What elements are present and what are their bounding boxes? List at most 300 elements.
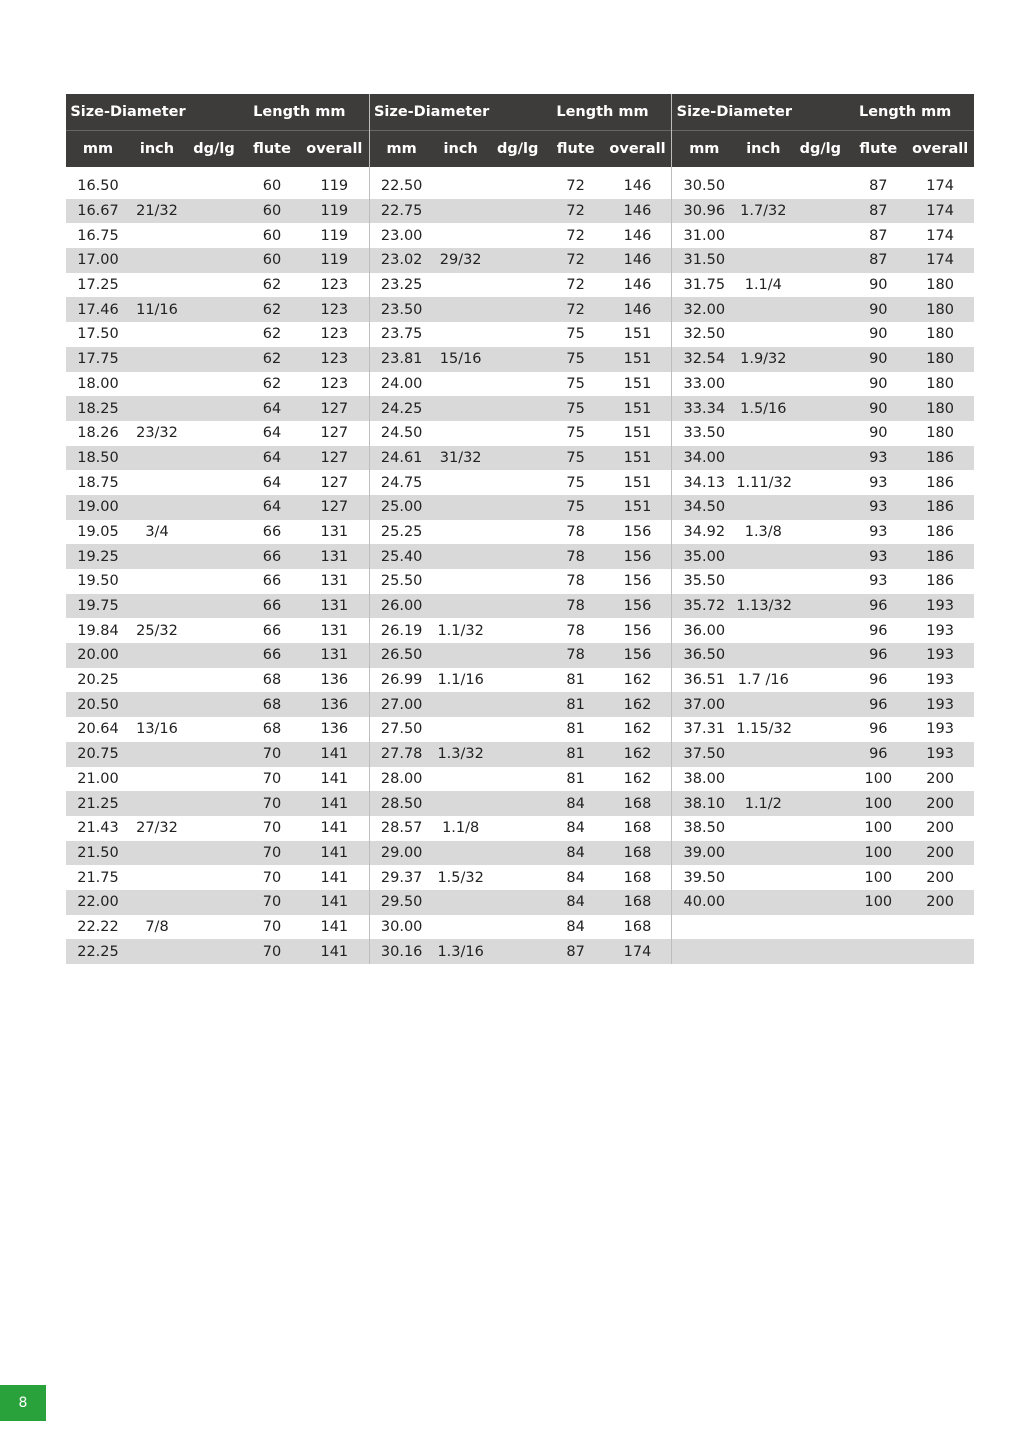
- table-row: [370, 174, 672, 199]
- cell-overall: 162: [623, 696, 652, 713]
- page-number-badge: 8: [0, 1385, 46, 1421]
- cell-overall: 146: [623, 301, 652, 318]
- cell-mm: 18.75: [77, 474, 119, 491]
- cell-mm: 29.00: [380, 844, 423, 861]
- cell-mm: 27.78: [380, 746, 423, 763]
- cell-flute: 70: [262, 943, 282, 960]
- cell-mm: 38.00: [683, 770, 726, 787]
- cell-mm: 23.00: [380, 227, 423, 244]
- cell-overall: 141: [320, 820, 349, 837]
- table-row: [66, 520, 369, 545]
- cell-overall: 180: [926, 425, 954, 442]
- cell-mm: 18.25: [77, 400, 119, 417]
- cell-overall: 180: [926, 400, 954, 417]
- cell-overall: 168: [623, 795, 652, 812]
- drill-size-table: [66, 94, 974, 964]
- table-row: [370, 495, 672, 520]
- cell-inch: 21/32: [136, 203, 178, 220]
- table-row: [370, 915, 672, 940]
- cell-flute: 96: [869, 598, 888, 615]
- cell-overall: 156: [623, 598, 652, 615]
- cell-mm: 21.00: [77, 770, 119, 787]
- cell-mm: 37.00: [683, 696, 726, 713]
- cell-inch: 25/32: [136, 622, 178, 639]
- cell-flute: 64: [262, 400, 282, 417]
- cell-mm: 25.50: [380, 573, 423, 590]
- cell-inch: 1.7 /16: [737, 672, 789, 689]
- cell-flute: 87: [869, 252, 888, 269]
- cell-overall: 151: [623, 499, 652, 516]
- cell-overall: 200: [926, 894, 954, 911]
- cell-mm: 21.25: [77, 795, 119, 812]
- cell-flute: 62: [262, 277, 282, 294]
- cell-overall: 131: [320, 523, 349, 540]
- cell-overall: 162: [623, 746, 652, 763]
- table-row: [370, 248, 672, 273]
- table-row: [370, 297, 672, 322]
- table-row: [370, 569, 672, 594]
- cell-flute: 60: [262, 227, 282, 244]
- cell-mm: 26.19: [380, 622, 423, 639]
- header-mm: mm: [689, 141, 720, 157]
- table-row: [672, 297, 974, 322]
- cell-flute: 100: [864, 770, 893, 787]
- cell-mm: 34.00: [683, 449, 726, 466]
- cell-flute: 78: [566, 598, 585, 615]
- cell-mm: 22.00: [77, 894, 119, 911]
- cell-mm: 17.50: [77, 326, 119, 343]
- table-row: [66, 372, 369, 397]
- cell-flute: 72: [566, 178, 585, 195]
- cell-mm: 30.16: [380, 943, 423, 960]
- cell-mm: 23.50: [380, 301, 423, 318]
- cell-flute: 100: [864, 844, 893, 861]
- cell-overall: 200: [926, 795, 954, 812]
- cell-inch: 1.1/32: [437, 622, 484, 639]
- table-row: [672, 421, 974, 446]
- cell-overall: 127: [320, 449, 349, 466]
- cell-overall: 146: [623, 227, 652, 244]
- cell-overall: 123: [320, 375, 349, 392]
- cell-overall: 136: [320, 696, 349, 713]
- cell-overall: 151: [623, 375, 652, 392]
- table-row: [66, 347, 369, 372]
- cell-mm: 34.50: [683, 499, 726, 516]
- cell-mm: 22.22: [77, 918, 119, 935]
- cell-mm: 28.00: [380, 770, 423, 787]
- cell-mm: 19.75: [77, 598, 119, 615]
- cell-flute: 62: [262, 351, 282, 368]
- cell-inch: 1.1/2: [744, 795, 782, 812]
- cell-flute: 60: [262, 203, 282, 220]
- table-row: [672, 347, 974, 372]
- cell-overall: 186: [926, 474, 954, 491]
- cell-mm: 30.96: [683, 203, 726, 220]
- header-row-1: [672, 94, 974, 130]
- cell-mm: 32.54: [683, 351, 726, 368]
- header-size-diameter: Size-Diameter: [70, 104, 186, 120]
- header-row-2: [370, 130, 672, 167]
- cell-flute: 78: [566, 573, 585, 590]
- cell-flute: 70: [262, 894, 282, 911]
- table-row: [672, 717, 974, 742]
- header-inch: inch: [443, 141, 478, 157]
- table-row: [672, 939, 974, 964]
- cell-overall: 162: [623, 721, 652, 738]
- cell-inch: 27/32: [136, 820, 178, 837]
- cell-flute: 81: [566, 746, 585, 763]
- header-overall: overall: [912, 141, 969, 157]
- cell-flute: 72: [566, 227, 585, 244]
- cell-mm: 33.50: [683, 425, 726, 442]
- table-row: [672, 372, 974, 397]
- cell-mm: 16.50: [77, 178, 119, 195]
- cell-flute: 93: [869, 449, 888, 466]
- cell-overall: 156: [623, 573, 652, 590]
- cell-flute: 60: [262, 178, 282, 195]
- table-row: [66, 470, 369, 495]
- table-row: [66, 841, 369, 866]
- header-flute: flute: [859, 141, 898, 157]
- cell-inch: 1.13/32: [736, 598, 792, 615]
- table-row: [66, 915, 369, 940]
- cell-flute: 66: [262, 523, 282, 540]
- table-row: [66, 618, 369, 643]
- cell-mm: 28.57: [380, 820, 423, 837]
- table-row: [370, 223, 672, 248]
- cell-mm: 20.50: [77, 696, 119, 713]
- cell-flute: 84: [566, 918, 585, 935]
- table-row: [672, 594, 974, 619]
- cell-mm: 19.25: [77, 548, 119, 565]
- cell-flute: 75: [566, 375, 585, 392]
- table-row: [672, 816, 974, 841]
- table-row: [370, 396, 672, 421]
- header-flute: flute: [253, 141, 291, 157]
- cell-mm: 24.61: [380, 449, 423, 466]
- cell-overall: 127: [320, 474, 349, 491]
- cell-overall: 127: [320, 499, 349, 516]
- cell-overall: 156: [623, 548, 652, 565]
- table-row: [672, 767, 974, 792]
- cell-mm: 17.46: [77, 301, 119, 318]
- cell-flute: 93: [869, 523, 888, 540]
- cell-flute: 75: [566, 351, 585, 368]
- table-block-3: [671, 94, 974, 964]
- cell-overall: 193: [926, 672, 954, 689]
- cell-flute: 62: [262, 301, 282, 318]
- header-length-mm: Length mm: [556, 104, 649, 120]
- table-row: [370, 544, 672, 569]
- cell-flute: 70: [262, 844, 282, 861]
- cell-mm: 19.84: [77, 622, 119, 639]
- cell-overall: 131: [320, 622, 349, 639]
- table-row: [66, 569, 369, 594]
- table-row: [672, 742, 974, 767]
- cell-mm: 24.25: [380, 400, 423, 417]
- cell-overall: 193: [926, 647, 954, 664]
- cell-flute: 70: [262, 820, 282, 837]
- cell-mm: 17.25: [77, 277, 119, 294]
- table-row: [370, 841, 672, 866]
- cell-overall: 162: [623, 770, 652, 787]
- cell-overall: 141: [320, 943, 349, 960]
- cell-flute: 64: [262, 499, 282, 516]
- cell-mm: 30.00: [380, 918, 423, 935]
- cell-flute: 66: [262, 548, 282, 565]
- cell-flute: 68: [262, 721, 282, 738]
- header-flute: flute: [556, 141, 595, 157]
- cell-mm: 38.50: [683, 820, 726, 837]
- cell-overall: 180: [926, 301, 954, 318]
- table-row: [672, 569, 974, 594]
- cell-overall: 193: [926, 598, 954, 615]
- cell-flute: 64: [262, 425, 282, 442]
- table-row: [370, 594, 672, 619]
- cell-mm: 34.13: [683, 474, 726, 491]
- table-row: [370, 520, 672, 545]
- cell-flute: 84: [566, 869, 585, 886]
- cell-mm: 18.26: [77, 425, 119, 442]
- cell-flute: 78: [566, 523, 585, 540]
- header-size-diameter: Size-Diameter: [676, 104, 792, 120]
- table-row: [66, 890, 369, 915]
- cell-mm: 30.50: [683, 178, 726, 195]
- table-block-2: [369, 94, 672, 964]
- cell-overall: 200: [926, 844, 954, 861]
- cell-mm: 35.00: [683, 548, 726, 565]
- table-row: [66, 322, 369, 347]
- cell-flute: 70: [262, 770, 282, 787]
- cell-overall: 141: [320, 770, 349, 787]
- cell-mm: 23.25: [380, 277, 423, 294]
- cell-flute: 81: [566, 721, 585, 738]
- cell-mm: 21.75: [77, 869, 119, 886]
- cell-overall: 141: [320, 844, 349, 861]
- cell-mm: 22.25: [77, 943, 119, 960]
- cell-mm: 16.67: [77, 203, 119, 220]
- cell-flute: 66: [262, 647, 282, 664]
- cell-flute: 93: [869, 548, 888, 565]
- header-row-2: [672, 130, 974, 167]
- cell-overall: 200: [926, 770, 954, 787]
- cell-overall: 168: [623, 869, 652, 886]
- cell-overall: 123: [320, 326, 349, 343]
- cell-flute: 96: [869, 696, 888, 713]
- table-body-3: [672, 174, 974, 964]
- cell-overall: 174: [926, 252, 954, 269]
- cell-mm: 21.43: [77, 820, 119, 837]
- cell-flute: 90: [869, 400, 888, 417]
- table-row: [370, 865, 672, 890]
- table-row: [66, 248, 369, 273]
- table-row: [66, 421, 369, 446]
- cell-mm: 16.75: [77, 227, 119, 244]
- header-dg-lg: dg/lg: [496, 141, 539, 157]
- cell-mm: 29.50: [380, 894, 423, 911]
- cell-overall: 193: [926, 622, 954, 639]
- cell-mm: 28.50: [380, 795, 423, 812]
- cell-mm: 17.75: [77, 351, 119, 368]
- cell-flute: 62: [262, 326, 282, 343]
- cell-mm: 21.50: [77, 844, 119, 861]
- cell-mm: 33.00: [683, 375, 726, 392]
- cell-flute: 75: [566, 449, 585, 466]
- cell-flute: 78: [566, 548, 585, 565]
- cell-overall: 127: [320, 400, 349, 417]
- cell-overall: 123: [320, 277, 349, 294]
- cell-mm: 37.50: [683, 746, 726, 763]
- cell-flute: 66: [262, 622, 282, 639]
- cell-overall: 193: [926, 746, 954, 763]
- cell-overall: 200: [926, 820, 954, 837]
- cell-mm: 23.02: [380, 252, 423, 269]
- cell-flute: 62: [262, 375, 282, 392]
- cell-mm: 19.05: [77, 523, 119, 540]
- cell-overall: 141: [320, 869, 349, 886]
- cell-inch: 1.1/8: [442, 820, 480, 837]
- cell-mm: 31.75: [683, 277, 726, 294]
- cell-mm: 18.00: [77, 375, 119, 392]
- cell-overall: 119: [320, 203, 349, 220]
- cell-overall: 156: [623, 523, 652, 540]
- table-row: [66, 816, 369, 841]
- cell-flute: 60: [262, 252, 282, 269]
- cell-flute: 100: [864, 894, 893, 911]
- cell-overall: 200: [926, 869, 954, 886]
- table-row: [370, 717, 672, 742]
- cell-mm: 24.50: [380, 425, 423, 442]
- table-row: [672, 495, 974, 520]
- cell-inch: 1.1/16: [437, 672, 484, 689]
- cell-mm: 25.40: [380, 548, 423, 565]
- table-row: [370, 939, 672, 964]
- cell-flute: 78: [566, 647, 585, 664]
- cell-inch: 29/32: [439, 252, 482, 269]
- cell-inch: 13/16: [136, 721, 178, 738]
- cell-overall: 168: [623, 894, 652, 911]
- cell-flute: 81: [566, 770, 585, 787]
- cell-flute: 72: [566, 277, 585, 294]
- table-row: [672, 643, 974, 668]
- table-row: [66, 223, 369, 248]
- table-row: [66, 791, 369, 816]
- table-row: [370, 199, 672, 224]
- table-row: [66, 544, 369, 569]
- table-row: [370, 273, 672, 298]
- cell-flute: 90: [869, 351, 888, 368]
- table-row: [370, 347, 672, 372]
- table-row: [66, 692, 369, 717]
- cell-overall: 174: [926, 227, 954, 244]
- table-row: [370, 742, 672, 767]
- table-row: [66, 297, 369, 322]
- table-row: [66, 643, 369, 668]
- header-mm: mm: [82, 141, 114, 157]
- cell-overall: 186: [926, 573, 954, 590]
- cell-inch: 1.5/32: [437, 869, 484, 886]
- cell-overall: 119: [320, 178, 349, 195]
- cell-overall: 151: [623, 400, 652, 417]
- table-row: [370, 767, 672, 792]
- header-inch: inch: [746, 141, 781, 157]
- cell-overall: 180: [926, 351, 954, 368]
- cell-mm: 35.50: [683, 573, 726, 590]
- cell-overall: 186: [926, 523, 954, 540]
- cell-flute: 84: [566, 894, 585, 911]
- table-row: [370, 446, 672, 471]
- table-row: [66, 668, 369, 693]
- cell-overall: 162: [623, 672, 652, 689]
- cell-mm: 27.00: [380, 696, 423, 713]
- cell-mm: 22.50: [380, 178, 423, 195]
- cell-flute: 90: [869, 326, 888, 343]
- table-row: [672, 618, 974, 643]
- cell-overall: 146: [623, 203, 652, 220]
- cell-flute: 100: [864, 795, 893, 812]
- cell-flute: 72: [566, 301, 585, 318]
- cell-flute: 93: [869, 573, 888, 590]
- table-row: [66, 446, 369, 471]
- cell-flute: 70: [262, 869, 282, 886]
- cell-overall: 151: [623, 474, 652, 491]
- cell-overall: 131: [320, 598, 349, 615]
- table-row: [66, 174, 369, 199]
- cell-overall: 119: [320, 227, 349, 244]
- cell-flute: 96: [869, 647, 888, 664]
- table-row: [370, 890, 672, 915]
- cell-inch: 11/16: [136, 301, 178, 318]
- header-size-diameter: Size-Diameter: [373, 104, 490, 120]
- table-row: [672, 322, 974, 347]
- cell-flute: 75: [566, 474, 585, 491]
- cell-overall: 186: [926, 499, 954, 516]
- cell-mm: 35.72: [683, 598, 726, 615]
- table-row: [66, 717, 369, 742]
- table-row: [66, 767, 369, 792]
- table-block-1: [66, 94, 369, 964]
- cell-overall: 123: [320, 301, 349, 318]
- cell-mm: 36.50: [683, 647, 726, 664]
- table-row: [370, 322, 672, 347]
- cell-overall: 141: [320, 894, 349, 911]
- table-row: [672, 865, 974, 890]
- cell-flute: 96: [869, 672, 888, 689]
- cell-mm: 20.64: [77, 721, 119, 738]
- table-row: [370, 618, 672, 643]
- cell-flute: 100: [864, 869, 893, 886]
- header-dg-lg: dg/lg: [799, 141, 842, 157]
- cell-overall: 174: [623, 943, 652, 960]
- cell-mm: 25.25: [380, 523, 423, 540]
- cell-overall: 156: [623, 647, 652, 664]
- header-dg-lg: dg/lg: [193, 141, 235, 157]
- cell-inch: 3/4: [145, 523, 169, 540]
- cell-flute: 96: [869, 721, 888, 738]
- cell-mm: 20.00: [77, 647, 119, 664]
- cell-inch: 23/32: [136, 425, 178, 442]
- table-row: [672, 470, 974, 495]
- cell-mm: 32.50: [683, 326, 726, 343]
- cell-inch: 1.15/32: [736, 721, 792, 738]
- table-row: [370, 421, 672, 446]
- cell-flute: 90: [869, 425, 888, 442]
- cell-mm: 37.31: [683, 721, 726, 738]
- header-length-mm: Length mm: [253, 104, 346, 120]
- table-row: [66, 396, 369, 421]
- table-row: [672, 223, 974, 248]
- cell-flute: 100: [864, 820, 893, 837]
